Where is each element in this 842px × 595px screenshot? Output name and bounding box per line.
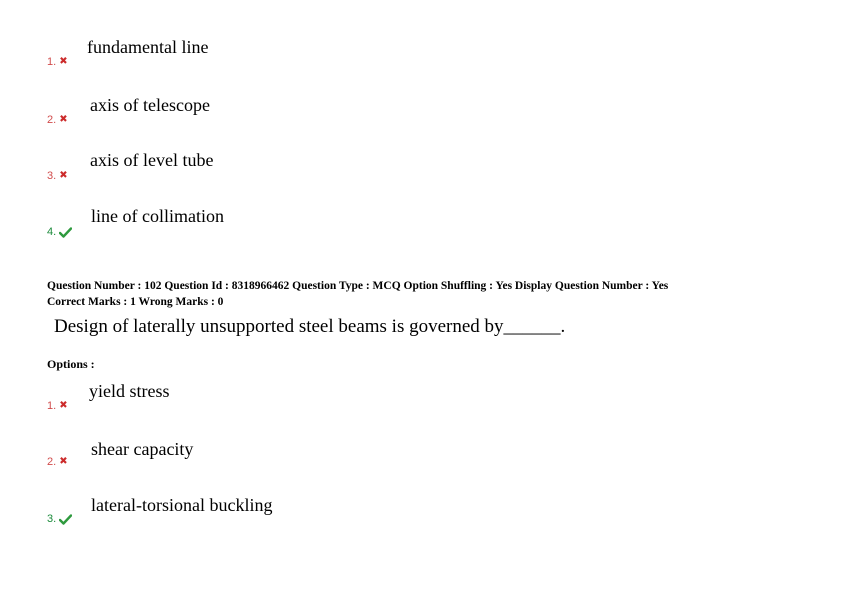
- option-number: [47, 513, 72, 525]
- option-text: lateral-torsional buckling: [91, 495, 273, 515]
- option-text: axis of level tube: [90, 150, 214, 170]
- option-number-label: 1.: [47, 400, 57, 412]
- option-text: shear capacity: [91, 439, 194, 459]
- option-number: [47, 226, 72, 238]
- option-number: [47, 56, 68, 68]
- cross-icon: ✖: [59, 170, 68, 181]
- cross-icon: ✖: [59, 456, 68, 467]
- options-label: Options :: [47, 357, 95, 371]
- cross-icon: ✖: [59, 114, 68, 125]
- option-number: [47, 170, 68, 182]
- option-text: axis of telescope: [90, 95, 210, 115]
- option-number-label: 2.: [47, 114, 57, 126]
- option-number-label: 1.: [47, 56, 57, 68]
- option-number-label: 3.: [47, 513, 57, 525]
- option-number-label: 3.: [47, 170, 57, 182]
- check-icon: [59, 514, 72, 525]
- cross-icon: ✖: [59, 400, 68, 411]
- option-number: [47, 114, 68, 126]
- option-text: line of collimation: [91, 206, 224, 226]
- check-icon: [59, 227, 72, 238]
- question-meta-line1: Question Number : 102 Question Id : 8318966462 Question Type : MCQ Option Shuffling : Yes Display Question Number : Yes: [47, 280, 669, 292]
- option-number-label: 2.: [47, 456, 57, 468]
- option-number: [47, 456, 68, 468]
- option-text: fundamental line: [87, 37, 209, 57]
- option-number-label: 4.: [47, 226, 57, 238]
- question-meta-line2: Correct Marks : 1 Wrong Marks : 0: [47, 296, 224, 308]
- option-number: [47, 400, 68, 412]
- question-text: Design of laterally unsupported steel beams is governed by______.: [54, 316, 566, 337]
- cross-icon: ✖: [59, 56, 68, 67]
- option-text: yield stress: [89, 381, 170, 401]
